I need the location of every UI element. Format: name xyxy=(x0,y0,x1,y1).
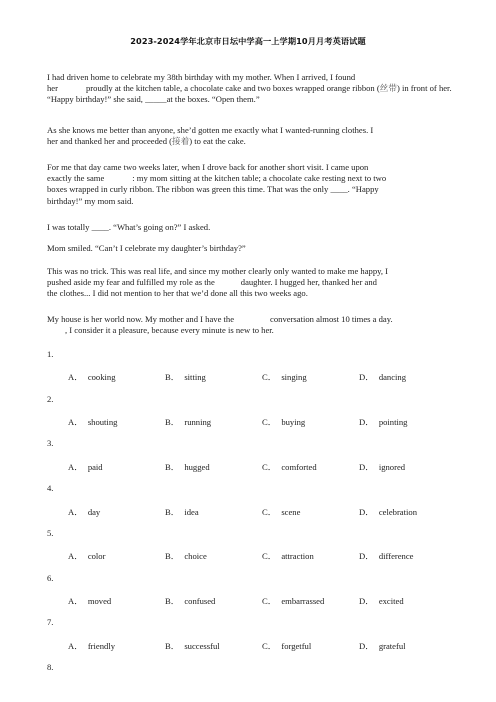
option-a[interactable]: A． shouting xyxy=(68,417,118,427)
option-b[interactable]: B． successful xyxy=(165,641,220,651)
p7-text-3: , I consider it a pleasure, because every minute is new to her. xyxy=(65,325,274,336)
option-b[interactable]: B． confused xyxy=(165,596,216,606)
passage-paragraph-4 xyxy=(47,222,452,233)
question-number: 6. xyxy=(47,573,54,583)
option-b[interactable]: B． running xyxy=(165,417,212,427)
passage-paragraph-6 xyxy=(47,266,452,300)
option-b[interactable]: B． choice xyxy=(165,551,207,561)
option-d[interactable]: D． ignored xyxy=(359,462,406,472)
option-d[interactable]: D． celebration xyxy=(359,507,417,517)
passage-paragraph-7 xyxy=(47,314,452,336)
p1-text-4: ) in front of her. “Happy birthday!” she said, xyxy=(47,83,452,105)
question-number: 7. xyxy=(47,617,54,627)
option-c[interactable]: C． scene xyxy=(262,507,301,517)
option-c[interactable]: C． attraction xyxy=(262,551,314,561)
option-c[interactable]: C． buying xyxy=(262,417,306,427)
option-a[interactable]: A． cooking xyxy=(68,372,116,382)
question-number: 2. xyxy=(47,394,54,404)
option-a[interactable]: A． moved xyxy=(68,596,112,606)
question-number: 1. xyxy=(47,349,54,359)
p3-text-1: For me that day came two weeks later, when I drove back for another short visit. I came upon xyxy=(47,162,369,172)
option-d[interactable]: D． excited xyxy=(359,596,404,606)
question-number: 4. xyxy=(47,483,54,493)
p6-text-2: pushed aside my fear and fulfilled my role as the xyxy=(47,277,215,288)
option-a[interactable]: A． day xyxy=(68,507,101,517)
p4-text-2: . “What’s going on?” I asked. xyxy=(108,222,211,232)
page-title: 2023-2024学年北京市日坛中学高一上学期10月月考英语试题 xyxy=(130,36,366,46)
p2-chinese-gloss: 接着 xyxy=(172,136,190,147)
option-d[interactable]: D． dancing xyxy=(359,372,407,382)
passage-paragraph-1 xyxy=(47,72,452,106)
option-a[interactable]: A． color xyxy=(68,551,106,561)
p1-text-3: proudly at the kitchen table, a chocolate cake and two boxes wrapped orange ribbon ( xyxy=(85,83,380,94)
p3-blank: ____ xyxy=(330,184,348,195)
option-c[interactable]: C． forgetful xyxy=(262,641,312,651)
option-b[interactable]: B． idea xyxy=(165,507,199,517)
p3-text-6: birthday!” my mom said. xyxy=(47,195,134,206)
p3-text-5: . “Happy xyxy=(347,184,379,195)
option-c[interactable]: C． embarrassed xyxy=(262,596,325,606)
p1-chinese-gloss: 丝带 xyxy=(379,83,397,94)
option-a[interactable]: A． paid xyxy=(68,462,103,472)
p4-text-1: I was totally xyxy=(47,222,90,232)
p7-text-1: My house is her world now. My mother and I have the xyxy=(47,314,235,324)
option-c[interactable]: C． comforted xyxy=(262,462,317,472)
option-b[interactable]: B． hugged xyxy=(165,462,210,472)
p2-text-2: her and thanked her and proceeded ( xyxy=(47,136,173,147)
p1-blank: _____ xyxy=(145,94,167,105)
p1-text-2: her xyxy=(47,83,58,94)
option-b[interactable]: B． sitting xyxy=(165,372,206,382)
p1-text-5: at the boxes. “Open them.” xyxy=(166,94,260,105)
p3-text-4: boxes wrapped in curly ribbon. The ribbon was green this time. That was the only xyxy=(47,184,329,195)
option-a[interactable]: A． friendly xyxy=(68,641,116,651)
option-d[interactable]: D． difference xyxy=(359,551,414,561)
passage-paragraph-3 xyxy=(47,162,452,207)
question-number: 8. xyxy=(47,662,54,672)
p1-text-1: I had driven home to celebrate my 38th birthday with my mother. When I arrived, I found xyxy=(47,72,356,82)
p3-text-2: exactly the same xyxy=(47,173,105,184)
passage-paragraph-2 xyxy=(47,125,452,147)
p6-text-4: the clothes... I did not mention to her that we’d done all this two weeks ago. xyxy=(47,288,308,299)
p6-text-1: This was no trick. This was real life, and since my mother clearly only wanted to make me happy, I xyxy=(47,266,389,276)
p7-text-2: conversation almost 10 times a day. xyxy=(270,314,393,324)
option-c[interactable]: C． singing xyxy=(262,372,307,382)
p3-text-3: : my mom sitting at the kitchen table; a chocolate cake resting next to two xyxy=(132,173,387,184)
question-number: 3. xyxy=(47,438,54,448)
p6-text-3: daughter. I hugged her, thanked her and xyxy=(240,277,377,288)
option-d[interactable]: D． pointing xyxy=(359,417,408,427)
p4-blank: ____ xyxy=(91,222,109,232)
question-number: 5. xyxy=(47,528,54,538)
option-d[interactable]: D． grateful xyxy=(359,641,406,651)
passage-paragraph-5 xyxy=(47,243,452,254)
p2-text-1: As she knows me better than anyone, she’d gotten me exactly what I wanted-running clothes. I xyxy=(47,125,374,135)
p5-text-1: Mom smiled. “Can’t I celebrate my daughter’s birthday?” xyxy=(47,243,246,253)
p2-text-3: ) to eat the cake. xyxy=(189,136,246,147)
